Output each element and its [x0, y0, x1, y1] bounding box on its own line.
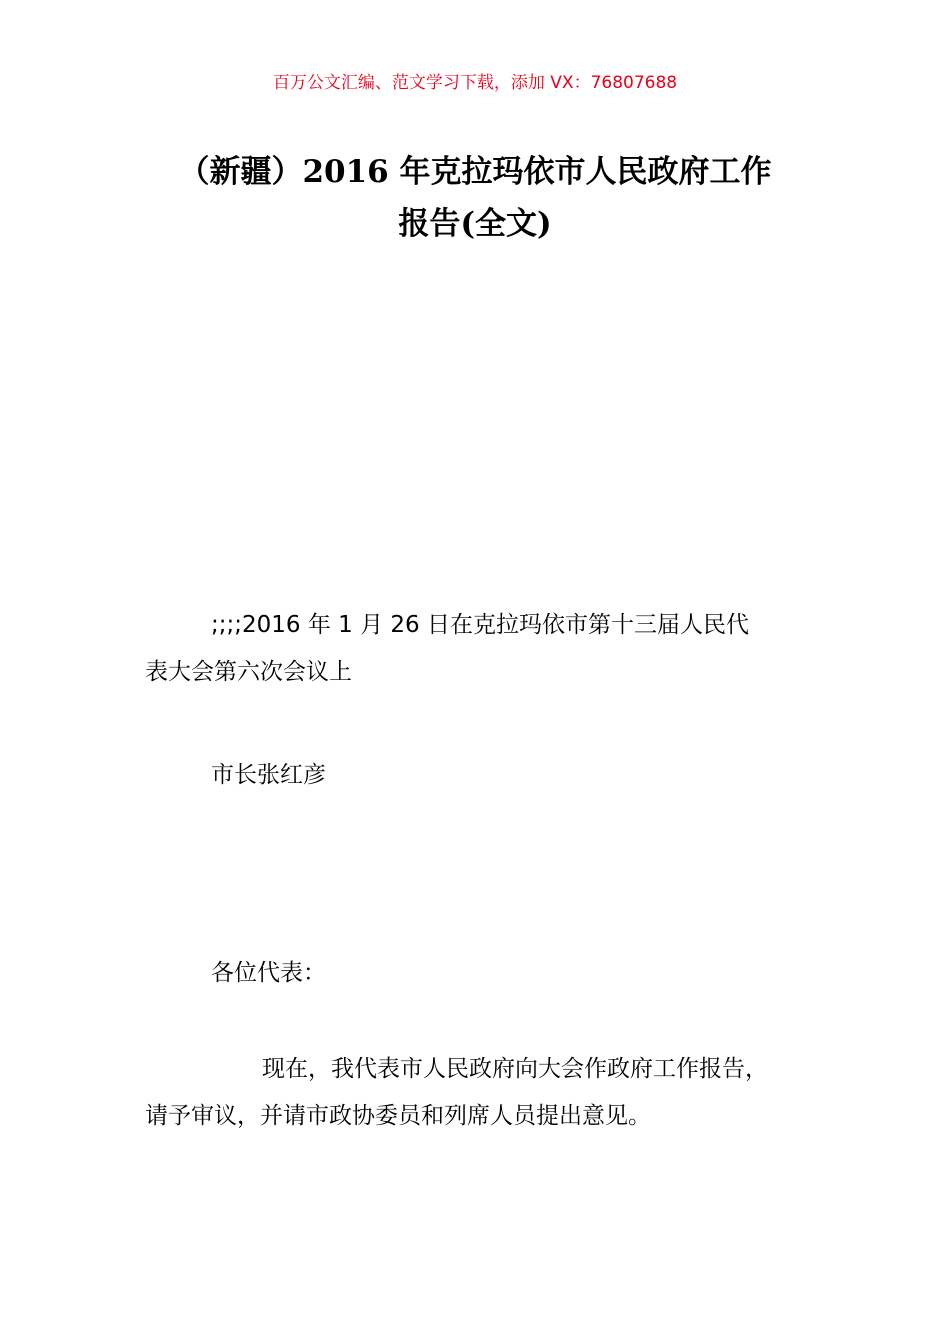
opening-paragraph-line-2: 请予审议，并请市政协委员和列席人员提出意见。: [145, 1103, 651, 1129]
document-title-line-2: 报告(全文): [398, 206, 552, 242]
header-promo-note: 百万公文汇编、范文学习下载，添加 VX：76807688: [272, 73, 678, 93]
document-title: [140, 146, 810, 250]
document-title-line-1: （新疆）2016 年克拉玛依市人民政府工作: [178, 154, 772, 190]
opening-paragraph-line-1: 现在，我代表市人民政府向大会作政府工作报告，: [262, 1056, 768, 1082]
opening-paragraph: [145, 1046, 835, 1140]
meeting-info-line-1: ;;;;2016 年 1 月 26 日在克拉玛依市第十三届人民代: [211, 612, 749, 638]
meeting-info-line-2: 表大会第六次会议上: [145, 659, 352, 685]
meeting-info-paragraph: [145, 602, 835, 696]
salutation: 各位代表：: [211, 960, 326, 986]
speaker-name: 市长张红彦: [211, 762, 326, 788]
